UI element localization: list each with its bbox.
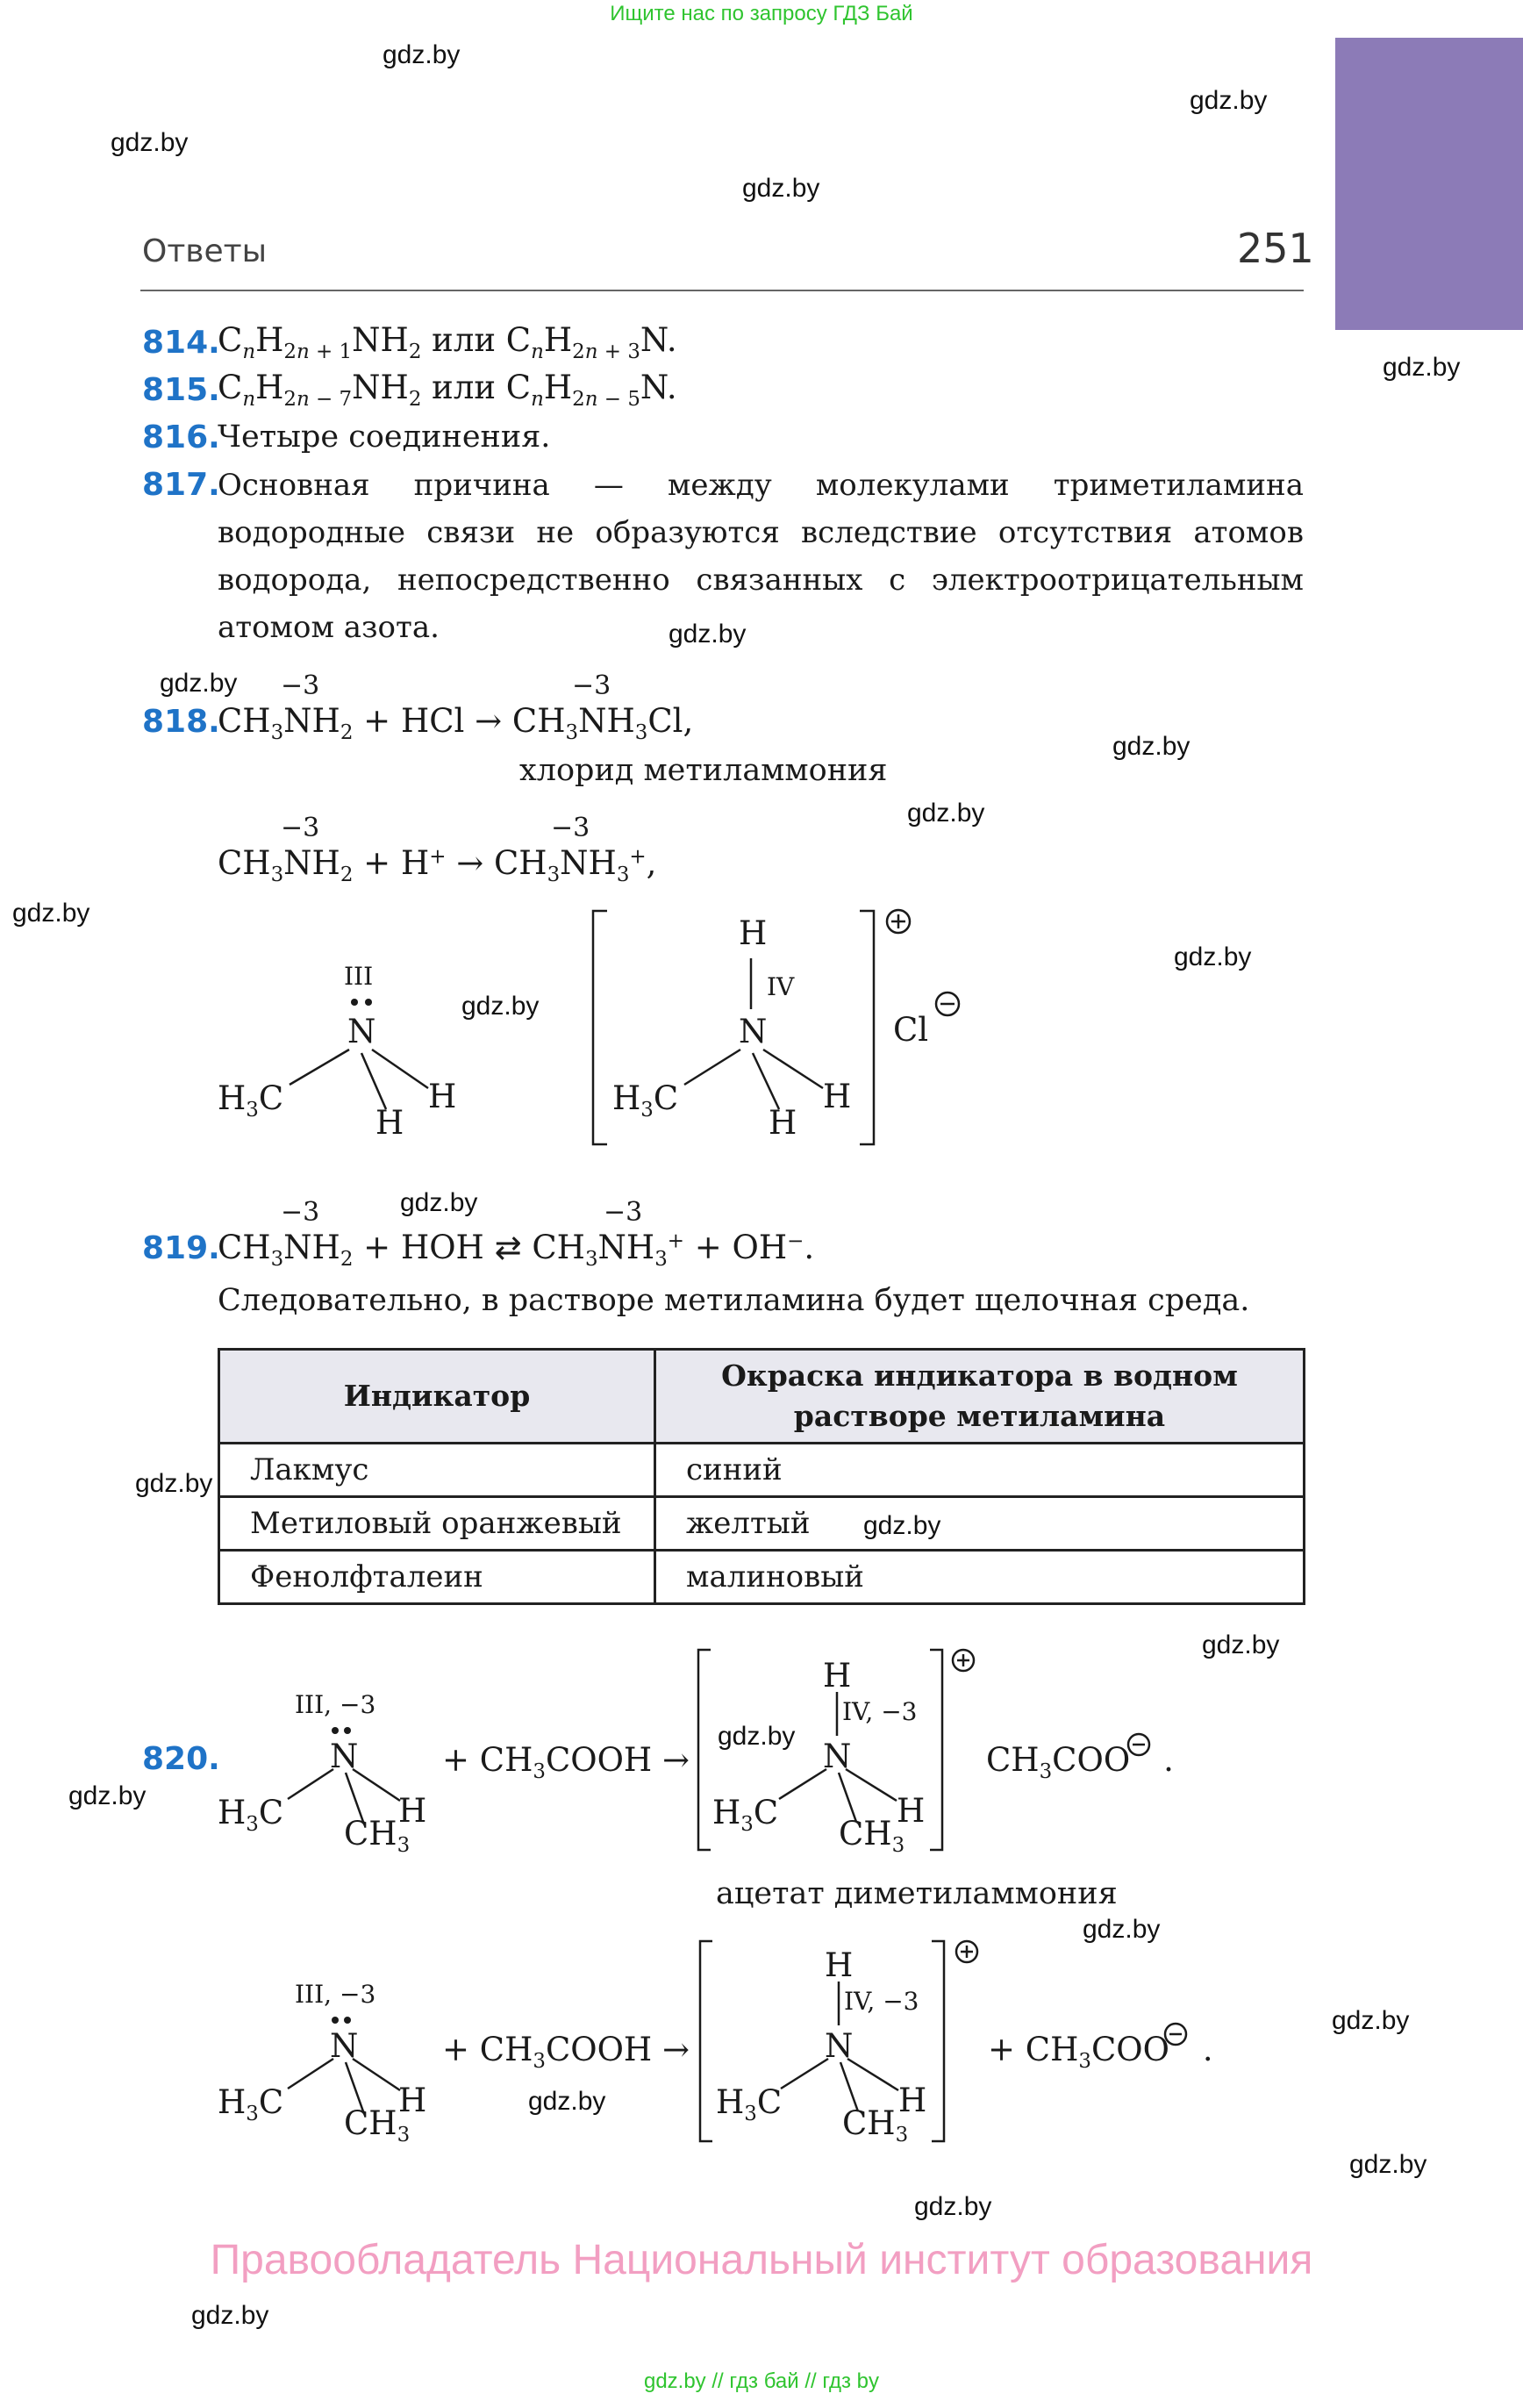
watermark: gdz.by — [863, 1511, 941, 1540]
atom-H: H — [823, 1657, 852, 1695]
watermark: gdz.by — [1174, 942, 1252, 971]
atom-H: H — [897, 1792, 926, 1830]
equation-819: $CH_3NH_2$ + HOH ⇄ $CH_3NH_3^+ + OH^-$. — [218, 1229, 815, 1272]
answer-text-817: Основная причина — между молекулами триметиламина водородные связи не образуются вследствие отсутствия атомов водорода, непосредственно связанных с электроотрицательным атомом азота. — [218, 468, 1304, 645]
oxidation-state: −3 — [281, 1197, 320, 1228]
atom-N: N — [347, 1013, 376, 1050]
atom-H: H — [398, 2082, 427, 2119]
acetate-ion: $CH_3COO$ . — [986, 1741, 1174, 1784]
formula-814: $C_nH_{2n + 1}NH_2$ или $C_nH_{2n + 3}N$. — [218, 321, 677, 364]
watermark: gdz.by — [400, 1188, 478, 1217]
watermark: gdz.by — [907, 799, 985, 828]
atom-H: H — [825, 1946, 854, 1984]
valence-label: IV, −3 — [842, 1697, 918, 1726]
watermark: gdz.by — [160, 669, 238, 698]
valence-label: IV, −3 — [844, 1987, 919, 2016]
watermark: gdz.by — [1190, 86, 1268, 115]
product-name-820: ацетат диметиламмония — [716, 1876, 1118, 1911]
atom-H: H — [398, 1792, 427, 1830]
oxidation-state: −3 — [572, 670, 611, 701]
watermark: gdz.by — [742, 174, 820, 203]
valence-label: III, −3 — [295, 1980, 376, 2009]
group-H3C: $H_3C$ — [218, 2083, 284, 2126]
atom-N: N — [823, 1738, 852, 1775]
answer-number-817: 817. — [142, 467, 220, 503]
watermark: gdz.by — [1083, 1915, 1161, 1944]
table-cell: малиновый — [655, 1551, 1305, 1604]
product-name-818: хлорид метиламмония — [519, 753, 888, 788]
section-title: Ответы — [142, 233, 268, 269]
group-CH3: $CH_3$ — [842, 2104, 909, 2147]
group-H3C: $H_3C$ — [218, 1794, 284, 1837]
valence-label: IV — [767, 972, 795, 1001]
group-H3C: $H_3C$ — [716, 2083, 783, 2126]
answer-number-814: 814. — [142, 325, 220, 361]
page-number: 251 — [1237, 225, 1314, 272]
answer-number-819: 819. — [142, 1230, 220, 1266]
atom-H: H — [375, 1104, 404, 1142]
valence-label: III — [344, 962, 374, 991]
or-word: или — [432, 369, 496, 406]
chloride-ion: Cl — [893, 1011, 929, 1049]
table-cell: Метиловый оранжевый — [219, 1497, 655, 1551]
atom-H: H — [898, 2082, 927, 2119]
atom-N: N — [330, 2027, 359, 2065]
watermark: gdz.by — [1202, 1630, 1280, 1659]
answer-number-818: 818. — [142, 704, 220, 740]
watermark: gdz.by — [914, 2192, 992, 2221]
answer-number-820: 820. — [142, 1741, 220, 1777]
atom-N: N — [825, 2027, 854, 2065]
equation-818-b: $CH_3NH_2 + H^+ \to CH_3NH_3^+$, — [218, 844, 657, 887]
watermark: gdz.by — [1112, 732, 1191, 761]
watermark: gdz.by — [669, 620, 747, 649]
conclusion-819: Следовательно, в растворе метиламина будет щелочная среда. — [218, 1283, 1250, 1318]
or-word: или — [432, 321, 496, 359]
copyright-notice: Правообладатель Национальный институт образования — [210, 2237, 1313, 2283]
watermark: gdz.by — [383, 40, 461, 69]
atom-N: N — [739, 1013, 768, 1050]
group-CH3: $CH_3$ — [344, 1815, 411, 1858]
table-cell: Лакмус — [219, 1444, 655, 1497]
acetate-ion: + $CH_3COO$ . — [988, 2031, 1213, 2074]
atom-N: N — [330, 1738, 359, 1775]
table-header: Окраска индикатора в водном растворе метиламина — [655, 1350, 1305, 1444]
answer-number-816: 816. — [142, 419, 220, 455]
watermark: gdz.by — [528, 2087, 606, 2116]
atom-H: H — [823, 1078, 852, 1115]
atom-H: H — [739, 914, 768, 952]
watermark: gdz.by — [191, 2301, 269, 2330]
group-H3C: $H_3C$ — [712, 1794, 779, 1837]
group-CH3: $CH_3$ — [839, 1815, 905, 1858]
watermark: gdz.by — [12, 899, 90, 928]
answer-number-815: 815. — [142, 372, 220, 408]
table-cell: желтый — [655, 1497, 1305, 1551]
oxidation-state: −3 — [281, 813, 320, 843]
reagent-acetic-acid: + $CH_3COOH$ → — [442, 1741, 690, 1784]
table-header: Индикатор — [219, 1350, 655, 1444]
group-H3C: $H_3C$ — [218, 1079, 284, 1122]
formula-815: $C_nH_{2n - 7}NH_2$ или $C_nH_{2n - 5}N$. — [218, 369, 677, 412]
watermark: gdz.by — [718, 1722, 796, 1751]
atom-H: H — [769, 1104, 797, 1142]
reagent-acetic-acid: + $CH_3COOH$ → — [442, 2031, 690, 2074]
top-banner[interactable]: Ищите нас по запросу ГДЗ Бай — [610, 2, 913, 25]
watermark: gdz.by — [1383, 353, 1461, 382]
table-cell: Фенолфталеин — [219, 1551, 655, 1604]
oxidation-state: −3 — [281, 670, 320, 701]
watermark: gdz.by — [461, 992, 540, 1021]
table-cell: синий — [655, 1444, 1305, 1497]
group-H3C: $H_3C$ — [612, 1079, 679, 1122]
watermark: gdz.by — [135, 1469, 213, 1498]
equation-818-a: $CH_3NH_2$ + HCl → $CH_3NH_3Cl$, — [218, 702, 694, 745]
valence-label: III, −3 — [295, 1690, 376, 1719]
group-CH3: $CH_3$ — [344, 2104, 411, 2147]
oxidation-state: −3 — [604, 1197, 643, 1228]
bottom-links[interactable]: gdz.by // гдз бай // гдз by — [643, 2369, 880, 2393]
oxidation-state: −3 — [551, 813, 590, 843]
watermark: gdz.by — [1349, 2150, 1427, 2179]
watermark: gdz.by — [68, 1781, 147, 1810]
watermark: gdz.by — [1332, 2006, 1410, 2035]
answer-text-816: Четыре соединения. — [218, 419, 551, 455]
atom-H: H — [428, 1078, 457, 1115]
watermark: gdz.by — [111, 128, 189, 157]
